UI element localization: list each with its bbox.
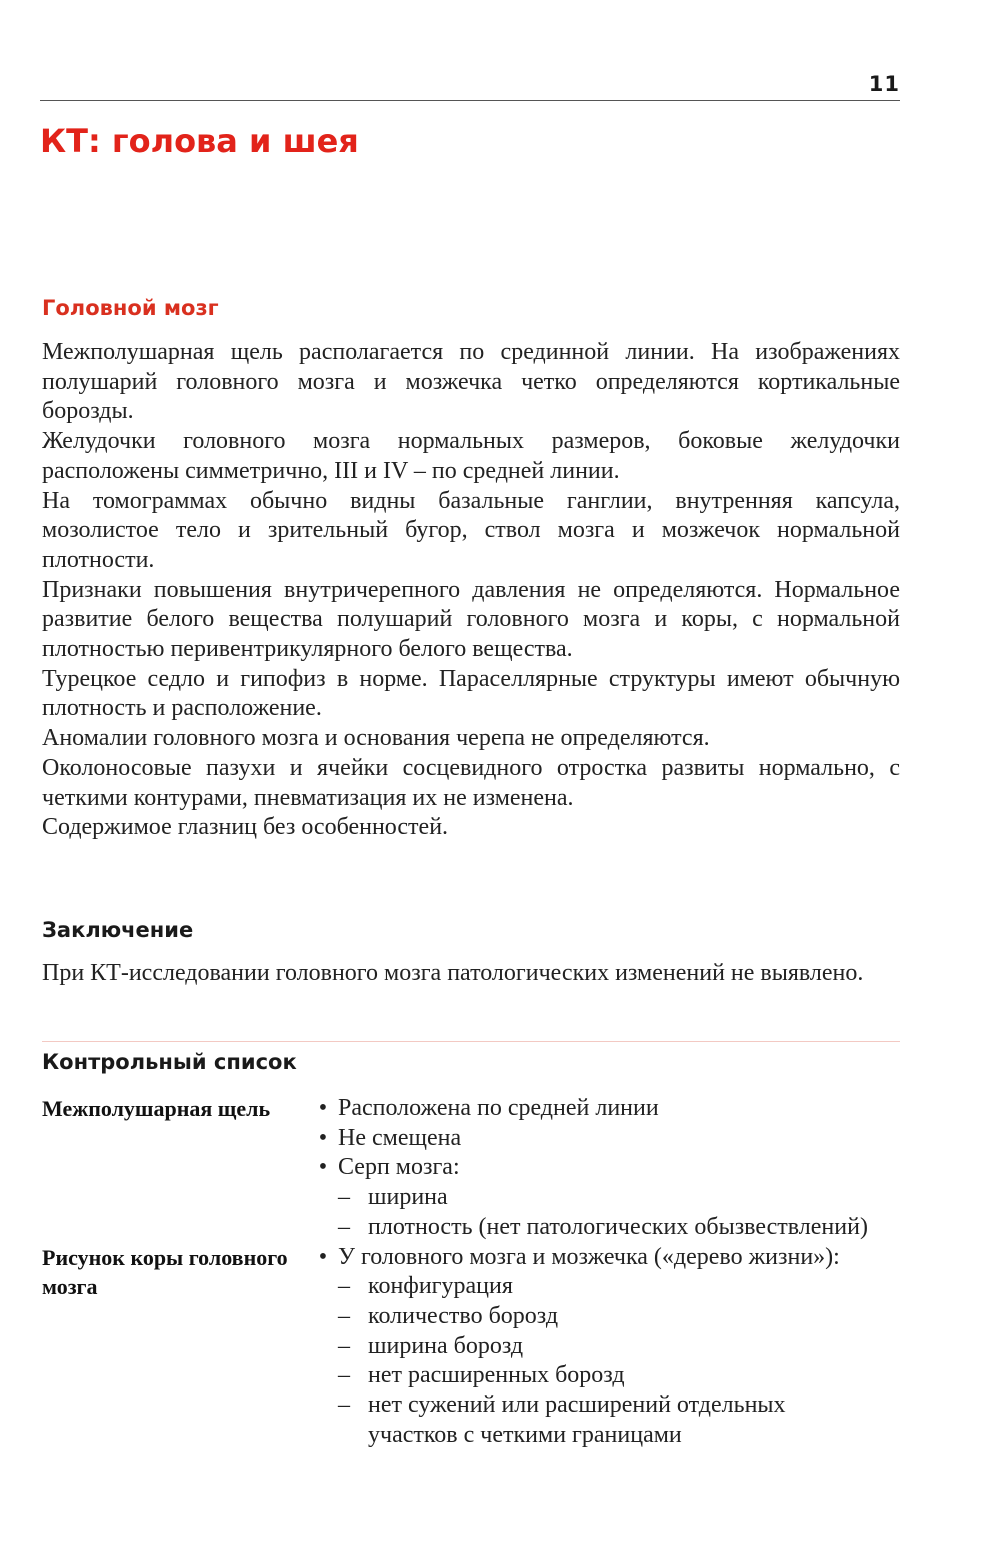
sub-list-item-text: ширина борозд: [368, 1332, 524, 1359]
dash-icon: –: [338, 1302, 350, 1329]
sub-list-item-text: нет сужений или расширений отдельных участков с четкими границами: [368, 1392, 786, 1448]
dash-icon: –: [338, 1362, 350, 1389]
bullet-icon: •: [318, 1095, 328, 1121]
list-item-text: Не смещена: [338, 1124, 462, 1151]
sub-list-item: [308, 1302, 900, 1332]
list-item: [308, 1243, 900, 1273]
section-title-conclusion: Заключение: [42, 918, 194, 942]
paragraph: При КТ-исследовании головного мозга патологических изменений не выявлено.: [42, 960, 864, 986]
checklist-term: Рисунок коры головного мозга: [42, 1244, 288, 1300]
list-item: [308, 1153, 900, 1183]
bullet-icon: •: [318, 1154, 328, 1181]
checklist-row: [42, 1243, 900, 1451]
section-title-brain: Головной мозг: [42, 296, 219, 320]
checklist-items: [308, 1094, 900, 1243]
sub-list-item: [308, 1391, 900, 1450]
checklist-row: [42, 1094, 900, 1243]
list-item-text: Расположена по средней линии: [338, 1095, 659, 1121]
paragraph: Аномалии головного мозга и основания черепа не определяются.: [42, 725, 710, 752]
sub-list-item: [308, 1332, 900, 1362]
dash-icon: –: [338, 1213, 350, 1240]
checklist-items: [308, 1243, 900, 1451]
sub-list-item: [308, 1213, 900, 1243]
sub-list-item-text: количество борозд: [368, 1302, 559, 1329]
paragraph: Турецкое седло и гипофиз в норме. Параселлярные структуры имеют обычную плотность и расположение.: [42, 665, 900, 722]
section-title-checklist: Контрольный список: [42, 1050, 297, 1074]
sub-list-item: [308, 1183, 900, 1213]
sub-list-item: [308, 1272, 900, 1302]
paragraph: Межполушарная щель располагается по срединной линии. На изображениях полушарий головного мозга и мозжечка четко определяются кортикальные борозды.: [42, 339, 900, 425]
brain-description: [42, 338, 900, 843]
list-item-text: Серп мозга:: [338, 1154, 460, 1181]
list-item: [308, 1094, 900, 1124]
section-divider: [42, 1041, 900, 1042]
dash-icon: –: [338, 1332, 350, 1359]
page-number: 11: [868, 72, 900, 96]
sub-list-item-text: конфигурация: [368, 1273, 513, 1300]
checklist-term: Межполушарная щель: [42, 1096, 271, 1121]
sub-list-item-text: нет расширенных борозд: [368, 1362, 625, 1389]
list-item: [308, 1124, 900, 1154]
sub-list-item-text: плотность (нет патологических обызвествлений): [368, 1213, 868, 1240]
paragraph: Околоносовые пазухи и ячейки сосцевидного отростка развиты нормально, с четкими контурами, пневматизация их не изменена.: [42, 754, 900, 811]
dash-icon: –: [338, 1392, 350, 1419]
dash-icon: –: [338, 1273, 350, 1300]
bullet-icon: •: [318, 1243, 328, 1270]
paragraph: Содержимое глазниц без особенностей.: [42, 814, 449, 841]
sub-list-item: [308, 1361, 900, 1391]
conclusion-text: [42, 959, 900, 989]
dash-icon: –: [338, 1184, 350, 1211]
paragraph: На томограммах обычно видны базальные ганглии, внутренняя капсула, мозолистое тело и зрительный бугор, ствол мозга и мозжечок нормальной плотности.: [42, 487, 900, 573]
paragraph: Признаки повышения внутричерепного давления не определяются. Нормальное развитие белого вещества полушарий головного мозга и коры, с нормальной плотностью перивентрикулярного белого вещества.: [42, 576, 900, 663]
paragraph: Желудочки головного мозга нормальных размеров, боковые желудочки расположены симметрично, III и IV – по средней линии.: [42, 428, 900, 484]
page-title: КТ: голова и шея: [40, 122, 359, 160]
list-item-text: У головного мозга и мозжечка («дерево жизни»):: [338, 1243, 840, 1270]
sub-list-item-text: ширина: [368, 1184, 448, 1211]
header-rule: [40, 100, 900, 101]
bullet-icon: •: [318, 1124, 328, 1151]
checklist: [42, 1094, 900, 1450]
